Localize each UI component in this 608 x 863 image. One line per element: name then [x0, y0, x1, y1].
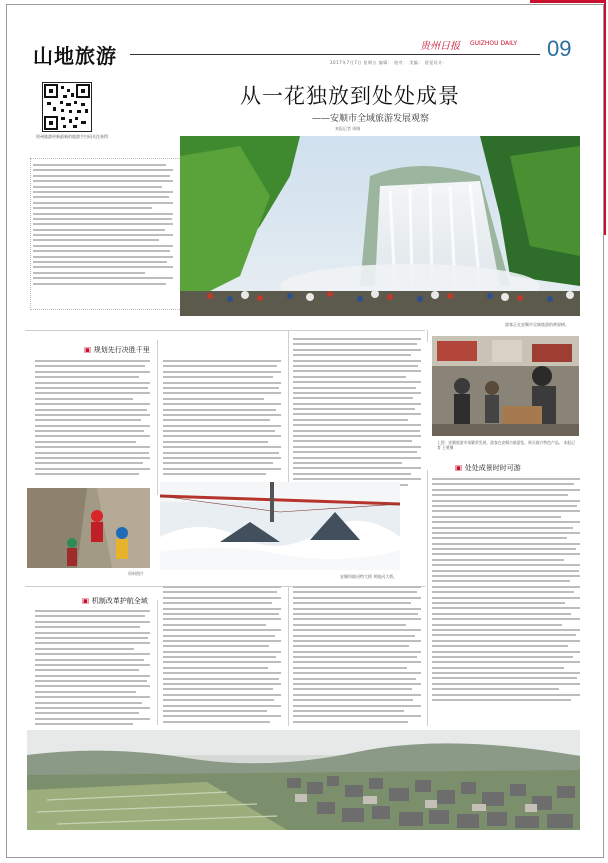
climbers-caption: 资料图片	[128, 571, 144, 576]
bridge-image	[160, 482, 400, 570]
page-number: 09	[547, 36, 572, 61]
qr-caption: 贵州旅游更新最新的旅游手扫码关注获得	[36, 134, 108, 139]
market-image	[432, 336, 579, 436]
climbers-image	[27, 488, 150, 568]
market-photo	[432, 336, 579, 436]
subhead-marker: ▣	[84, 345, 94, 354]
qr-code-graphic	[43, 83, 91, 131]
waterfall-caption: 游客正在安顺市全域旅游的黄果树。	[505, 322, 569, 327]
section-rule	[130, 54, 540, 55]
subhead-scenery: ▣ 处处成景时时可游	[455, 463, 521, 472]
climbers-photo	[27, 488, 150, 568]
body-col-6	[293, 586, 421, 726]
corner-red-line	[530, 0, 606, 3]
col-divider	[288, 586, 289, 726]
subhead-marker: ▣	[455, 463, 465, 472]
col-divider	[427, 330, 428, 342]
body-col-5	[163, 586, 281, 726]
col-divider	[157, 340, 158, 495]
byline: 本报记者 周晓	[335, 126, 361, 131]
masthead-en: GUIZHOU DAILY	[470, 40, 518, 47]
body-col-2	[163, 360, 281, 479]
subhead-reform: ▣ 机制改革护航全域	[82, 596, 148, 605]
village-panorama-image	[27, 730, 580, 830]
masthead: 贵州日报	[420, 41, 460, 52]
body-col-3	[293, 338, 421, 489]
waterfall-image	[180, 136, 580, 316]
body-col-1	[35, 360, 150, 479]
lead-text-block	[33, 164, 173, 288]
page-meta: 2017年7月7日 星期五 编辑： 校对： 美编： 视觉设计：	[330, 60, 448, 65]
subhead-planning: ▣ 规划先行决胜千里	[84, 345, 150, 354]
market-caption: 上图：安顺旅游市场繁荣发展，游客在安顺古镇游览，购买地方特色产品。 本报记者 王勇摄	[437, 440, 575, 450]
headline: 从一花独放到处处成景	[240, 84, 460, 108]
bridge-photo	[160, 482, 400, 570]
col-divider	[288, 330, 289, 500]
col-divider	[157, 600, 158, 725]
subhead-marker: ▣	[82, 596, 92, 605]
bridge-caption: 安顺坝陵河特大桥 坝陵河大桥。	[340, 574, 398, 579]
section-title: 山地旅游	[33, 44, 117, 68]
qr-code[interactable]	[42, 82, 92, 132]
village-panorama-photo	[27, 730, 580, 830]
row-divider	[25, 330, 425, 331]
subheadline: ——安顺市全域旅游发展观察	[312, 114, 430, 124]
body-col-4	[35, 610, 150, 729]
waterfall-photo	[180, 136, 580, 316]
col-divider	[427, 470, 428, 726]
body-col-right	[432, 478, 580, 704]
side-red-line	[604, 0, 606, 235]
